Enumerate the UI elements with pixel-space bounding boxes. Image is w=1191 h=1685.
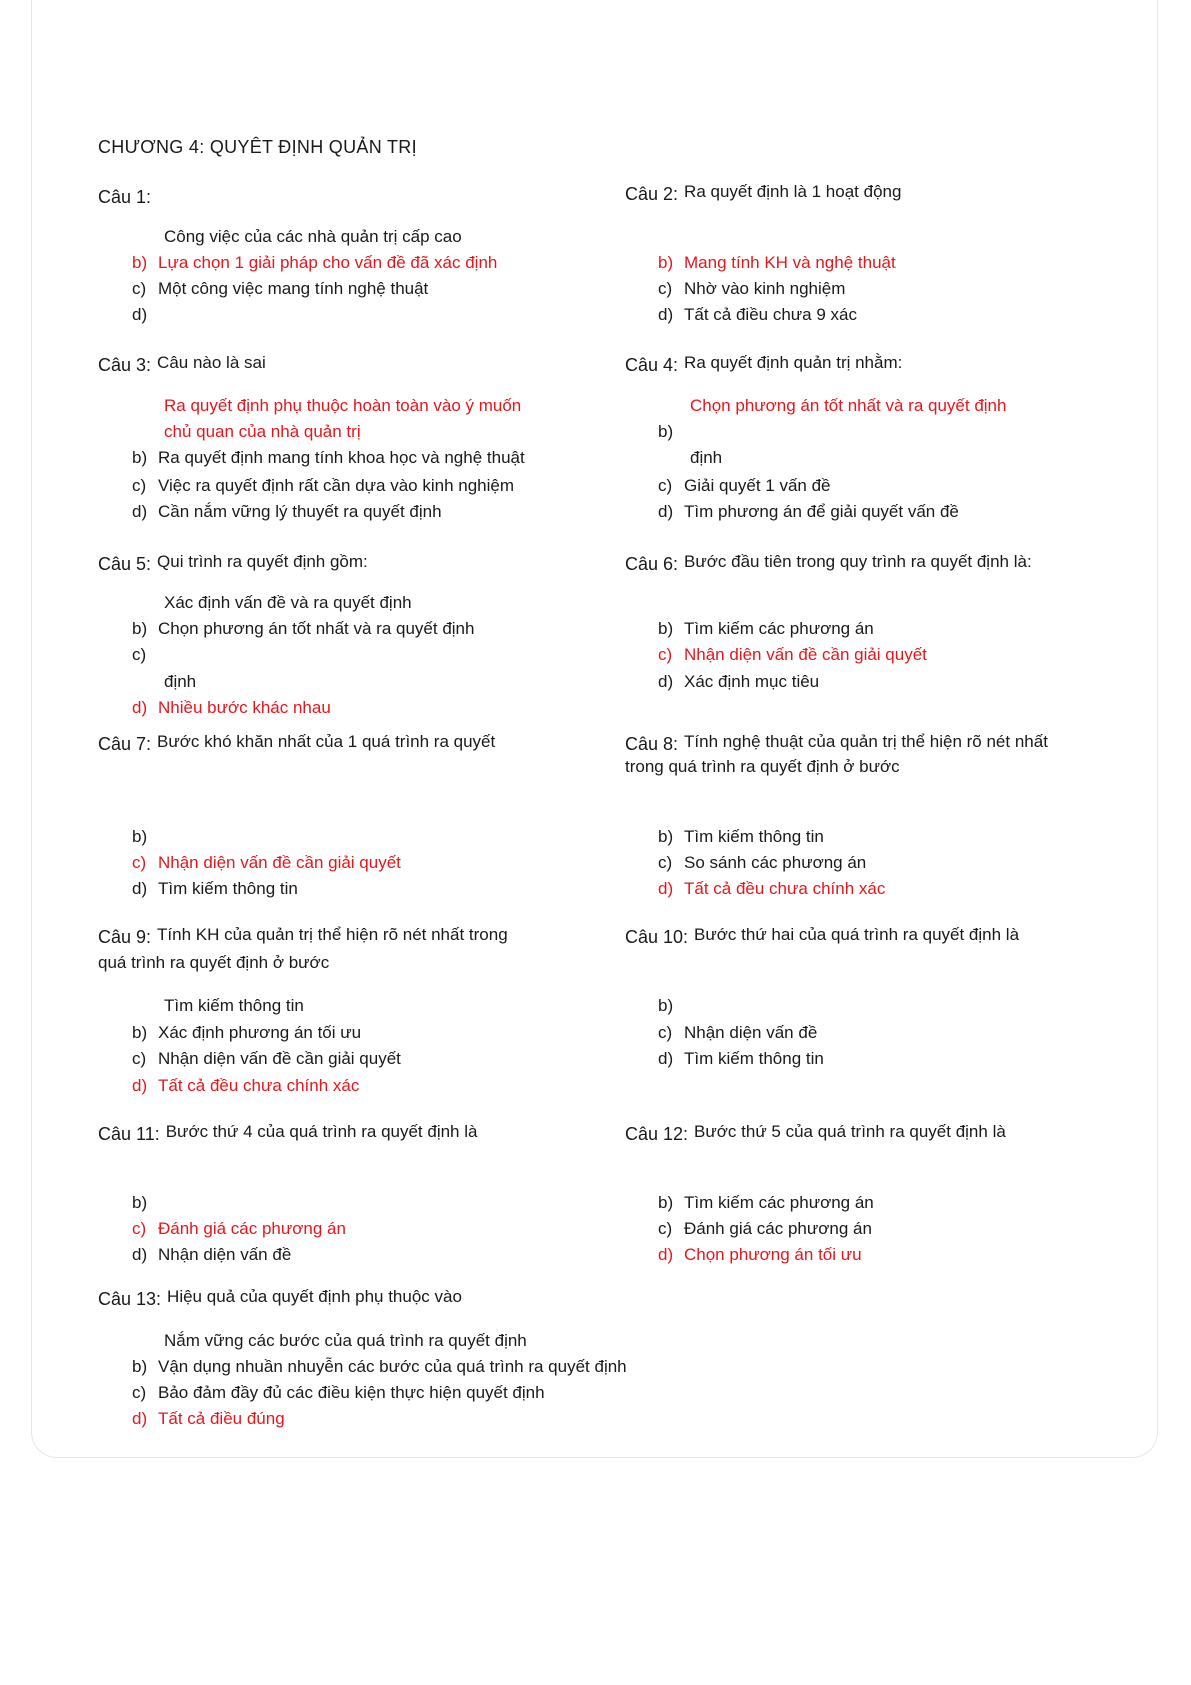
question-4 (625, 351, 902, 374)
question-text: Bước thứ 5 của quá trình ra quyết định là (694, 1122, 1006, 1141)
q5-option-c: c) (132, 645, 147, 664)
q2-option-c: c) Nhờ vào kinh nghiệm (658, 279, 846, 298)
question-label: Câu 5: (98, 554, 152, 574)
question-text: Câu nào là sai (157, 353, 266, 372)
question-text: Bước thứ hai của quá trình ra quyết định là (694, 925, 1020, 944)
question-label: Câu 3: (98, 355, 152, 375)
q7-option-b: b) (132, 827, 148, 846)
q6-option-d: d) Xác định mục tiêu (658, 672, 820, 691)
question-label: Câu 2: (625, 184, 679, 204)
q12-option-b: b) Tìm kiếm các phương án (658, 1193, 874, 1212)
question-label: Câu 4: (625, 355, 679, 375)
question-label: Câu 8: (625, 734, 679, 754)
q9-option-b: b) Xác định phương án tối ưu (132, 1023, 362, 1042)
q11-option-c: c) Đánh giá các phương án (132, 1219, 346, 1238)
q8-option-c: c) So sánh các phương án (658, 853, 867, 872)
question-text: Hiệu quả của quyết định phụ thuộc vào (167, 1287, 462, 1306)
q7-option-c: c) Nhận diện vấn đề cần giải quyết (132, 853, 401, 872)
q9-option-d: d) Tất cả đều chưa chính xác (132, 1076, 360, 1095)
question-10 (625, 923, 1019, 946)
question-3 (98, 351, 266, 374)
q5-option-a: Xác định vấn đề và ra quyết định (164, 593, 412, 612)
question-2 (625, 180, 901, 203)
q6-option-c: c) Nhận diện vấn đề cần giải quyết (658, 645, 927, 664)
q5-option-b: b) Chọn phương án tốt nhất và ra quyết định (132, 619, 475, 638)
question-label: Câu 9: (98, 927, 152, 947)
q1-option-a: Công việc của các nhà quản trị cấp cao (164, 227, 462, 246)
q3-option-a-cont: chủ quan của nhà quản trị (164, 422, 361, 441)
question-text: Tính KH của quản trị thể hiện rõ nét nhất trong (157, 925, 508, 944)
question-label: Câu 10: (625, 927, 689, 947)
q4-option-b: b) (658, 422, 674, 441)
question-1 (98, 183, 157, 206)
q3-option-a: Ra quyết định phụ thuộc hoàn toàn vào ý muốn (164, 396, 522, 415)
q13-option-a: Nắm vững các bước của quá trình ra quyết định (164, 1331, 527, 1350)
question-8-text-cont: trong quá trình ra quyết định ở bước (625, 757, 900, 776)
question-label: Câu 6: (625, 554, 679, 574)
question-8 (625, 730, 1048, 753)
question-label: Câu 12: (625, 1124, 689, 1144)
question-9 (98, 923, 508, 946)
q13-option-d: d) Tất cả điều đúng (132, 1409, 285, 1428)
q2-option-d: d) Tất cả điều chưa 9 xác (658, 305, 857, 324)
q12-option-c: c) Đánh giá các phương án (658, 1219, 872, 1238)
q1-option-d: d) (132, 305, 148, 324)
question-9-text-cont: quá trình ra quyết định ở bước (98, 953, 330, 972)
question-text: Ra quyết định quản trị nhằm: (684, 353, 903, 372)
q8-option-b: b) Tìm kiếm thông tin (658, 827, 824, 846)
q8-option-d: d) Tất cả đều chưa chính xác (658, 879, 886, 898)
q11-option-b: b) (132, 1193, 148, 1212)
q4-option-b-cont: định (690, 448, 723, 467)
q4-option-c: c) Giải quyết 1 vấn đề (658, 476, 831, 495)
q10-option-c: c) Nhận diện vấn đề (658, 1023, 818, 1042)
q10-option-b: b) (658, 996, 674, 1015)
q9-option-a: Tìm kiếm thông tin (164, 996, 304, 1015)
question-7 (98, 730, 495, 753)
question-text: Bước đầu tiên trong quy trình ra quyết định là: (684, 552, 1032, 571)
q3-option-c: c) Việc ra quyết định rất cần dựa vào kinh nghiệm (132, 476, 515, 495)
q4-option-a: Chọn phương án tốt nhất và ra quyết định (690, 396, 1007, 415)
q2-option-b: b) Mang tính KH và nghệ thuật (658, 253, 896, 272)
question-text: Ra quyết định là 1 hoạt động (684, 182, 902, 201)
question-text: Bước khó khăn nhất của 1 quá trình ra quyết (157, 732, 496, 751)
question-label: Câu 7: (98, 734, 152, 754)
q11-option-d: d) Nhận diện vấn đề (132, 1245, 292, 1264)
question-text: Qui trình ra quyết định gồm: (157, 552, 368, 571)
q4-option-d: d) Tìm phương án để giải quyết vấn đề (658, 502, 959, 521)
q3-option-d: d) Cần nắm vững lý thuyết ra quyết định (132, 502, 442, 521)
question-text: Tính nghệ thuật của quản trị thể hiện rõ nét nhất (684, 732, 1048, 751)
question-11 (98, 1120, 477, 1143)
q13-option-c: c) Bảo đảm đầy đủ các điều kiện thực hiện quyết định (132, 1383, 545, 1402)
q5-option-c-cont: định (164, 672, 197, 691)
q1-option-c: c) Một công việc mang tính nghệ thuật (132, 279, 429, 298)
question-6 (625, 550, 1032, 573)
q5-option-d: d) Nhiều bước khác nhau (132, 698, 331, 717)
q13-option-b: b) Vận dụng nhuần nhuyễn các bước của quá trình ra quyết định (132, 1357, 627, 1376)
q7-option-d: d) Tìm kiếm thông tin (132, 879, 298, 898)
question-12 (625, 1120, 1006, 1143)
q10-option-d: d) Tìm kiếm thông tin (658, 1049, 824, 1068)
q3-option-b: b) Ra quyết định mang tính khoa học và nghệ thuật (132, 448, 525, 467)
question-label: Câu 1: (98, 187, 152, 207)
q6-option-b: b) Tìm kiếm các phương án (658, 619, 874, 638)
chapter-title: CHƯƠNG 4: QUYÊT ĐỊNH QUẢN TRỊ (98, 137, 417, 157)
q12-option-d: d) Chọn phương án tối ưu (658, 1245, 862, 1264)
question-13 (98, 1285, 462, 1308)
question-label: Câu 13: (98, 1289, 162, 1309)
question-label: Câu 11: (98, 1124, 160, 1144)
question-5 (98, 550, 368, 573)
question-text: Bước thứ 4 của quá trình ra quyết định là (165, 1122, 478, 1141)
q1-option-b: b) Lựa chọn 1 giải pháp cho vấn đề đã xác định (132, 253, 498, 272)
q9-option-c: c) Nhận diện vấn đề cần giải quyết (132, 1049, 401, 1068)
